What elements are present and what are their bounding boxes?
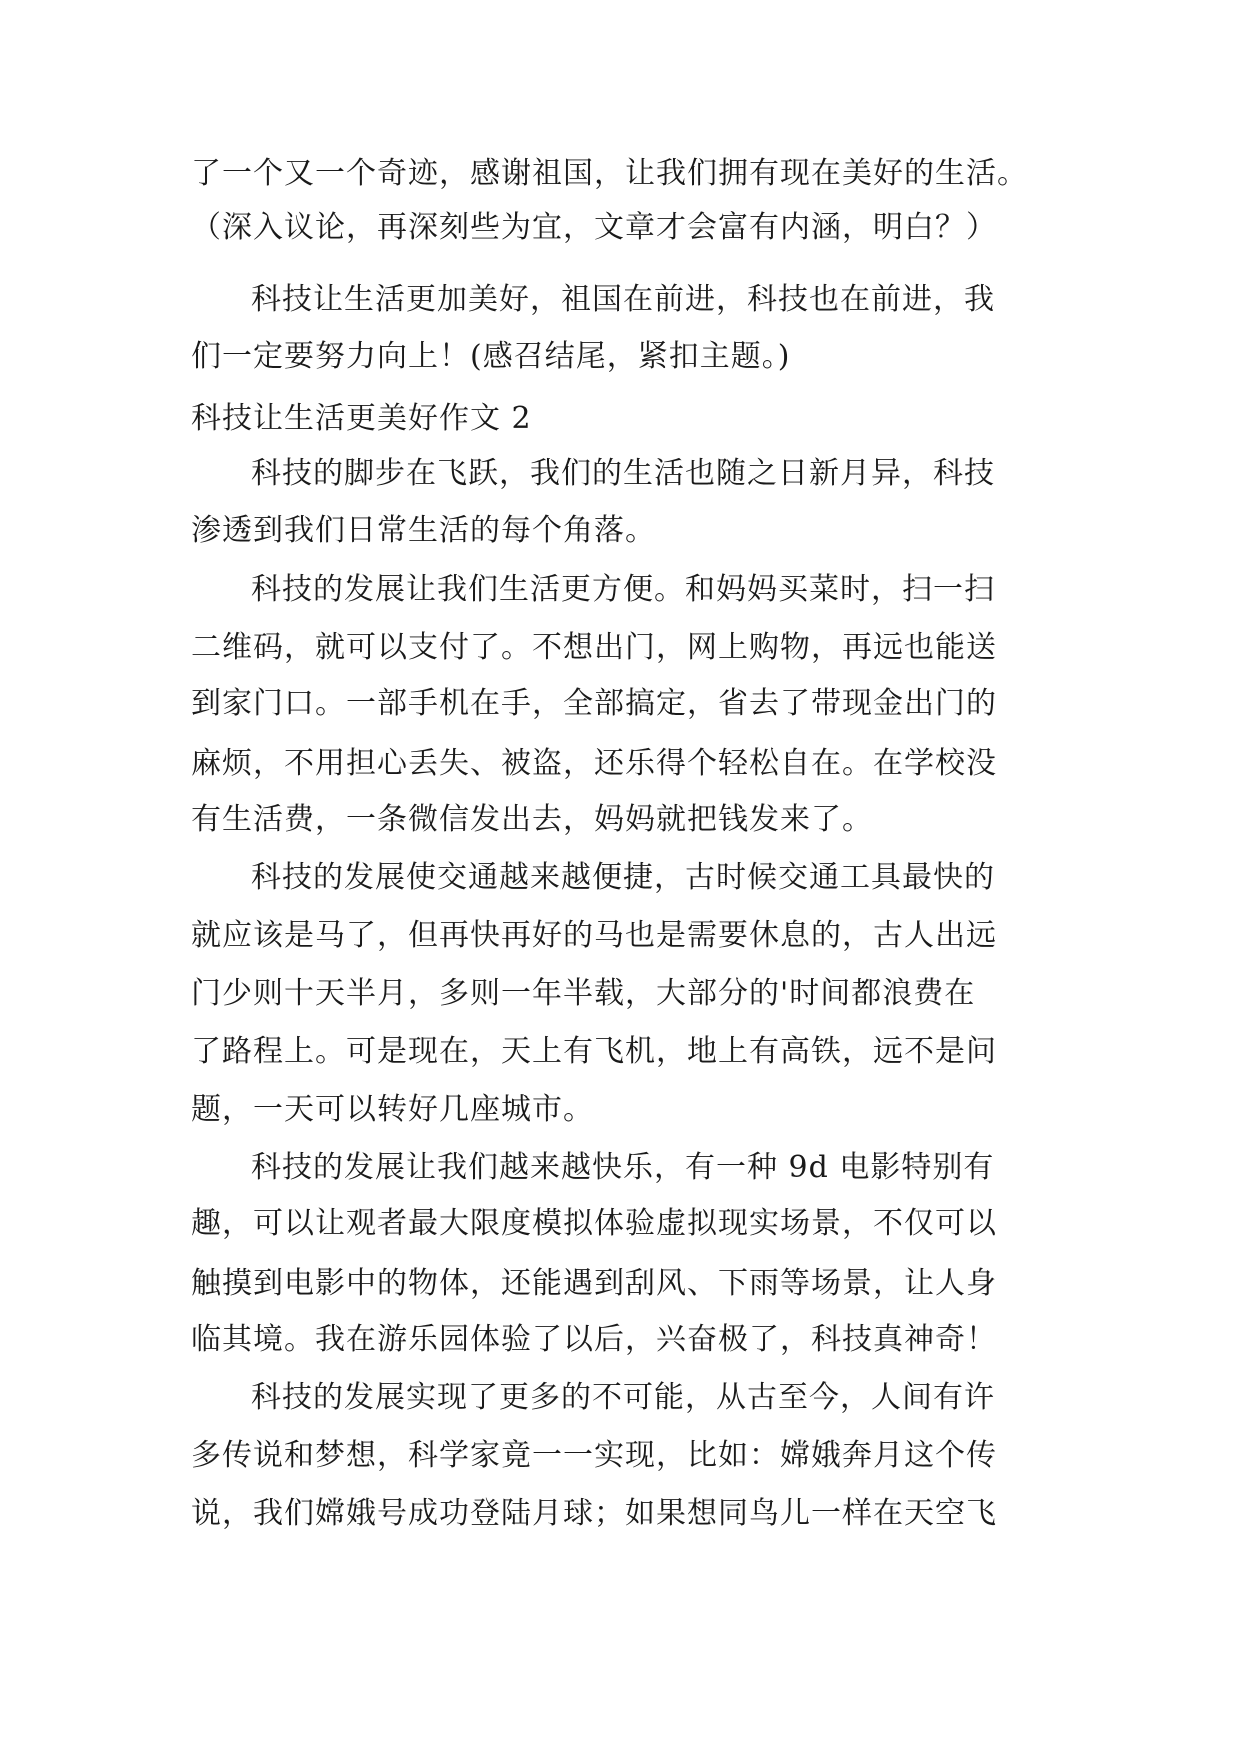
text-line: 麻烦，不用担心丢失、被盗，还乐得个轻松自在。在学校没 bbox=[191, 746, 997, 781]
text-line: 趣，可以让观者最大限度模拟体验虚拟现实场景，不仅可以 bbox=[191, 1206, 997, 1241]
text-line: 了路程上。可是现在，天上有飞机，地上有高铁，远不是问 bbox=[191, 1034, 997, 1069]
text-line: 门少则十天半月，多则一年半载，大部分的'时间都浪费在 bbox=[191, 976, 976, 1011]
text-line: 科技的脚步在飞跃，我们的生活也随之日新月异，科技 bbox=[251, 456, 995, 491]
text-line: 说，我们嫦娥号成功登陆月球；如果想同鸟儿一样在天空飞 bbox=[191, 1496, 997, 1531]
text-line: 科技的发展让我们越来越快乐，有一种 9d 电影特别有 bbox=[251, 1150, 995, 1185]
text-line: 就应该是马了，但再快再好的马也是需要休息的，古人出远 bbox=[191, 918, 997, 953]
section-heading: 科技让生活更美好作文 2 bbox=[191, 401, 532, 436]
text-line: 科技让生活更加美好，祖国在前进，科技也在前进，我 bbox=[251, 282, 995, 317]
text-line: 科技的发展实现了更多的不可能，从古至今，人间有许 bbox=[251, 1380, 995, 1415]
text-line: 们一定要努力向上！(感召结尾，紧扣主题。) bbox=[191, 339, 791, 374]
text-line: 到家门口。一部手机在手，全部搞定，省去了带现金出门的 bbox=[191, 686, 997, 721]
text-line: 多传说和梦想，科学家竟一一实现，比如：嫦娥奔月这个传 bbox=[191, 1438, 997, 1473]
text-line: 题，一天可以转好几座城市。 bbox=[191, 1092, 594, 1127]
text-line: （深入议论，再深刻些为宜，文章才会富有内涵，明白？） bbox=[191, 210, 997, 245]
text-line: 有生活费，一条微信发出去，妈妈就把钱发来了。 bbox=[191, 802, 873, 837]
text-line: 渗透到我们日常生活的每个角落。 bbox=[191, 513, 656, 548]
text-line: 了一个又一个奇迹，感谢祖国，让我们拥有现在美好的生活。 bbox=[191, 156, 1028, 191]
text-line: 科技的发展让我们生活更方便。和妈妈买菜时，扫一扫 bbox=[251, 572, 995, 607]
text-line: 二维码，就可以支付了。不想出门，网上购物，再远也能送 bbox=[191, 630, 997, 665]
text-line: 触摸到电影中的物体，还能遇到刮风、下雨等场景，让人身 bbox=[191, 1266, 997, 1301]
text-line: 科技的发展使交通越来越便捷，古时候交通工具最快的 bbox=[251, 860, 995, 895]
text-line: 临其境。我在游乐园体验了以后，兴奋极了，科技真神奇！ bbox=[191, 1322, 997, 1357]
